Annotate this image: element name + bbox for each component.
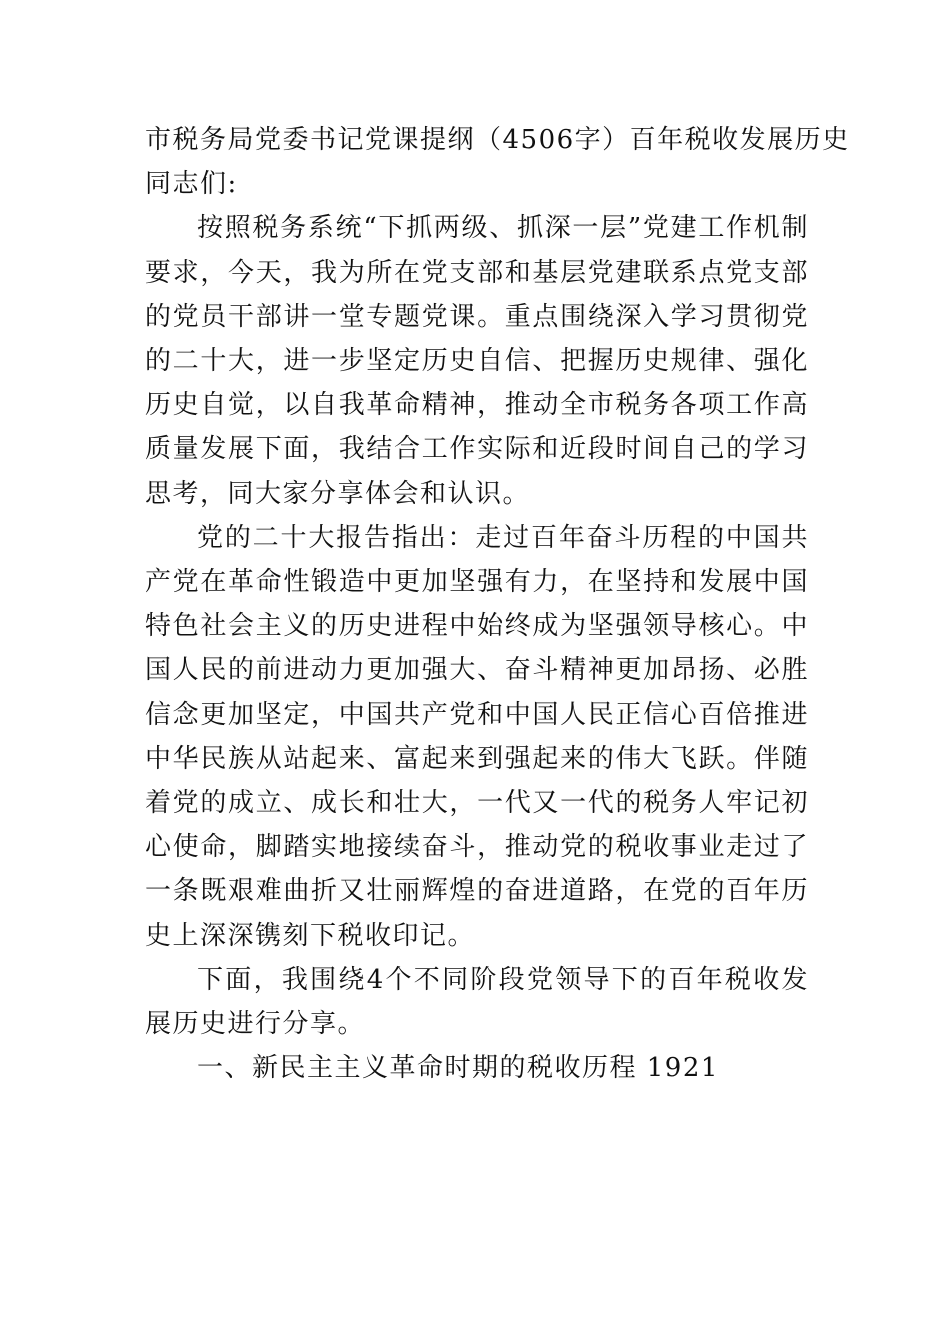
document-title: 市税务局党委书记党课提纲（4506字）百年税收发展历史: [145, 125, 850, 155]
paragraph-outline: 下面，我围绕4个不同阶段党领导下的百年税收发展历史进行分享。: [145, 964, 809, 1040]
section-heading: 一、新民主主义革命时期的税收历程 1921: [197, 1053, 719, 1084]
paragraph-report: 党的二十大报告指出：走过百年奋斗历程的中国共产党在革命性锻造中更加坚强有力，在坚持和发展中国特色社会主义的历史进程中始终成为坚强领导核心。中国人民的前进动力更加强大、奋斗精神更加昂扬、必胜信念更加坚定，中国共产党和中国人民正信心百倍推进中华民族从站起来、富起来到强起来的伟大飞跃。伴随着党的成立、成长和壮大，一代又一代的税务人牢记初心使命，脚踏实地接续奋斗，推动党的税收事业走过了一条既艰难曲折又壮丽辉煌的奋进道路，在党的百年历史上深深镌刻下税收印记。: [145, 522, 809, 951]
document-body: [145, 118, 850, 1090]
salutation: 同志们:: [145, 169, 238, 200]
paragraph-intro: 按照税务系统“下抓两级、抓深一层”党建工作机制要求，今天，我为所在党支部和基层党建联系点党支部的党员干部讲一堂专题党课。重点围绕深入学习贯彻党的二十大，进一步坚定历史自信、把握历史规律、强化历史自觉，以自我革命精神，推动全市税务各项工作高质量发展下面，我结合工作实际和近段时间自己的学习思考，同大家分享体会和认识。: [145, 213, 809, 509]
